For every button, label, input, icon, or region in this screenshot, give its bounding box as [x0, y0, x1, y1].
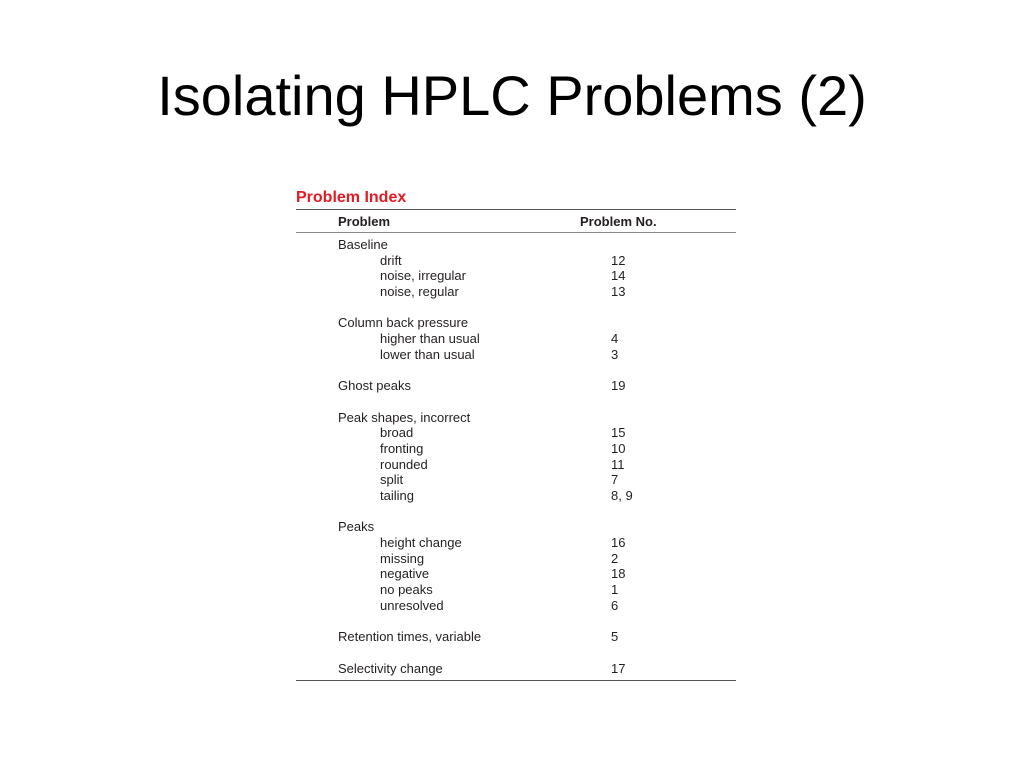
- table-heading: Problem Index: [296, 189, 407, 206]
- problem-number: 10: [611, 440, 626, 456]
- table-subrow: [296, 253, 736, 269]
- table-subrow: [296, 535, 736, 551]
- table-group-row: [296, 315, 736, 331]
- problem-label: Retention times, variable: [338, 629, 482, 645]
- problem-number: 3: [611, 346, 619, 362]
- column-header-problem-no: Problem No.: [580, 214, 657, 229]
- problem-label: noise, irregular: [380, 268, 466, 284]
- table-group-row: [296, 661, 736, 677]
- problem-number: 15: [611, 425, 626, 441]
- problem-label: Ghost peaks: [338, 378, 411, 394]
- problem-label: broad: [380, 425, 414, 441]
- table-subrow: [296, 551, 736, 567]
- slide-title: Isolating HPLC Problems (2): [157, 64, 867, 127]
- problem-label: Peak shapes, incorrect: [338, 409, 471, 425]
- problem-number: 17: [611, 660, 626, 676]
- problem-number: 1: [611, 582, 619, 598]
- problem-label: Peaks: [338, 519, 375, 535]
- problem-label: tailing: [380, 488, 414, 503]
- problem-number: 7: [611, 472, 619, 488]
- problem-number: 11: [611, 456, 625, 472]
- table-spacer: [296, 504, 736, 520]
- table-group-row: [296, 410, 736, 426]
- table-subrow: [296, 425, 736, 441]
- column-header-problem: Problem: [338, 214, 391, 229]
- problem-label: split: [380, 472, 404, 488]
- table-subrow: [296, 331, 736, 347]
- table-subrow: [296, 441, 736, 457]
- table-group-row: [296, 378, 736, 394]
- problem-number: 2: [611, 550, 619, 566]
- problem-number: 19: [611, 378, 626, 394]
- problem-label: Selectivity change: [338, 660, 443, 676]
- table-subrow: [296, 582, 736, 598]
- table-subrow: [296, 457, 736, 473]
- problem-label: unresolved: [380, 597, 444, 613]
- problem-label: drift: [380, 252, 402, 268]
- problem-label: Column back pressure: [338, 315, 469, 331]
- problem-label: higher than usual: [380, 331, 480, 347]
- table-subrow: [296, 284, 736, 300]
- table-body: [296, 233, 736, 680]
- problem-number: 13: [611, 284, 626, 300]
- table-subrow: [296, 598, 736, 614]
- table-subrow: [296, 472, 736, 488]
- problem-label: fronting: [380, 440, 424, 456]
- table-subrow: [296, 566, 736, 582]
- table-spacer: [296, 645, 736, 661]
- table-spacer: [296, 363, 736, 379]
- table-header-row: [296, 209, 736, 233]
- problem-label: negative: [380, 566, 430, 582]
- problem-label: height change: [380, 535, 462, 551]
- table-group-row: [296, 519, 736, 535]
- table-spacer: [296, 300, 736, 316]
- problem-label: noise, regular: [380, 284, 459, 300]
- table-group-row: [296, 237, 736, 253]
- table-subrow: [296, 488, 736, 504]
- table-spacer: [296, 394, 736, 410]
- problem-number: 4: [611, 331, 619, 347]
- table-subrow: [296, 347, 736, 363]
- problem-number: 12: [611, 252, 626, 268]
- problem-label: no peaks: [380, 582, 433, 598]
- table-spacer: [296, 614, 736, 630]
- table-subrow: [296, 268, 736, 284]
- problem-label: missing: [380, 550, 425, 566]
- problem-label: rounded: [380, 456, 428, 472]
- problem-number: 6: [611, 597, 619, 613]
- problem-label: lower than usual: [380, 346, 475, 362]
- problem-index-table: [296, 187, 736, 681]
- problem-number: 16: [611, 535, 626, 551]
- problem-number: 8, 9: [611, 488, 633, 503]
- table-bottom-rule: [296, 680, 736, 681]
- problem-number: 5: [611, 629, 619, 645]
- table-group-row: [296, 629, 736, 645]
- problem-label: Baseline: [338, 237, 388, 252]
- problem-number: 14: [611, 268, 626, 284]
- problem-number: 18: [611, 566, 626, 582]
